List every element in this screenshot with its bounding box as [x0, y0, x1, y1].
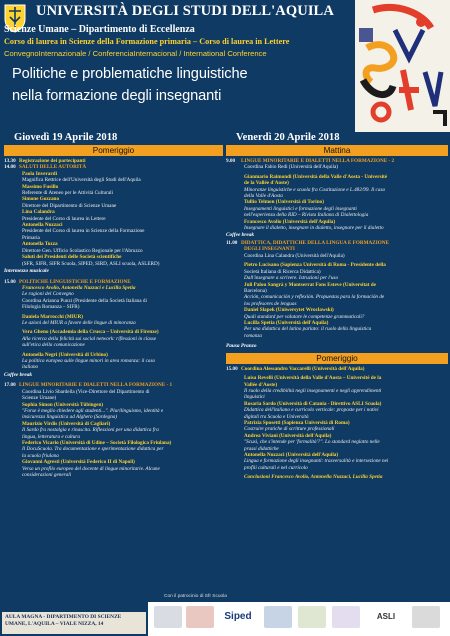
- conference-label: ConvegnoInternazionale / ConferenciaInternacional / International Conference: [4, 49, 267, 58]
- program-text: Magnifica Rettrice dell'Università degli Studi dell'Aquila: [22, 177, 141, 184]
- program-text: Coordina Alessandro Vaccarelli (Università dell'Aquila): [241, 365, 365, 372]
- program-break: Pausa Pranzo: [226, 343, 257, 350]
- program-text: Rosaria Sardo (Università di Catania - Direttivo ASLI Scuola): [244, 400, 382, 407]
- day-2-heading: Venerdì 20 Aprile 2018: [236, 132, 340, 143]
- program-text: Daniela Marrocchi (MIUR): [22, 313, 83, 320]
- program-text: Quali standard per valutare le competenze grammaticali?: [244, 313, 365, 320]
- program-text: Presidente del Corso di laurea in Scienze della Formazione: [22, 228, 145, 235]
- program-text: DEGLI INSEGNANTI: [244, 246, 295, 253]
- asli-logo: ASLI: [366, 606, 406, 628]
- program-time: 9.00: [226, 158, 236, 164]
- program-text: Dall'insegnare a scrivere. Istruzioni per l'uso: [244, 275, 339, 282]
- program-line: [4, 472, 223, 478]
- program-text: romanza: [244, 332, 262, 339]
- sponsor-logo-1-icon: [154, 606, 182, 628]
- sponsor-logos-strip: [148, 602, 450, 636]
- program-text: LINGUE MINORITARIE E DIALETTI NELLA FORMAZIONE - 1: [19, 382, 173, 389]
- patronage-note: Con il patrocinio di Sfr Scuola: [164, 594, 227, 599]
- program-text: Antonella Nuzzaci (Università dell'Aquila): [244, 452, 339, 459]
- program-time: 15.00: [226, 365, 238, 372]
- program-line: [226, 225, 448, 231]
- program-text: Lucilla Spetia (Università dell'Aquila): [244, 319, 329, 326]
- program-text: digitali tra Scuola e Università: [244, 413, 309, 420]
- degree-courses: Corso di laurea in Scienze della Formazione primaria – Corso di laurea in Lettere: [4, 37, 290, 46]
- program-text: Coordina Fabio Redi (Università dell'Aquila): [244, 164, 339, 171]
- conference-title-line-1: Politiche e problematiche linguistiche: [12, 66, 248, 82]
- program-text: "Forse è meglio chiedere agli studenti...". Plurilinguismo, identità e: [22, 408, 164, 414]
- sponsor-logo-2-icon: [186, 606, 214, 628]
- program-text: Minoranze linguistiche e scuola fra Costituzione e L.482/99. Il caso: [244, 186, 386, 193]
- day-1-session-bar: Pomeriggio: [4, 145, 223, 156]
- program-text: Sophia Simon (Università Tübingen): [22, 401, 104, 408]
- program-text: Maurizio Virdis (Università di Cagliari): [22, 420, 111, 427]
- program-text: Didattica dell'italiano e curricolo verticale: proposte per i nativi: [244, 407, 379, 414]
- program-text: SALUTI DELLE AUTORITÀ: [19, 164, 87, 171]
- venue-box: [2, 612, 146, 634]
- program-text: Vallée d'Aoste): [244, 381, 278, 388]
- program-text: Referente di Ateneo per le Attività Culturali: [22, 190, 114, 197]
- program-text: Acción, comunicación y reflexión. Propuestas para la formación de: [244, 294, 385, 301]
- program-text: Le ragioni del Convegno: [22, 291, 74, 298]
- program-text: Coordina Arianna Punzi (Presidente della Società Italiana di: [22, 297, 147, 304]
- program-text: italiano: [22, 364, 39, 371]
- program-text: Registrazione dei partecipanti: [19, 158, 86, 164]
- program-text: Antonella Nuzzaci: [22, 222, 63, 229]
- sponsor-logo-5-icon: [332, 606, 360, 628]
- program-text: Daniel Slapek (Uniwersytet Wrocławski): [244, 307, 334, 314]
- venue-line-1: AULA MAGNA - DIPARTIMENTO DI SCIENZE: [5, 614, 122, 620]
- program-text: lingua, letteratura e cultura: [22, 433, 80, 440]
- poster-header: [0, 0, 450, 132]
- program-text: Patrizia Sposetti (Sapienza Università di Roma): [244, 420, 350, 426]
- program-time: 15.00: [4, 278, 16, 285]
- program-time: 17.00: [4, 382, 16, 389]
- day-2-morning-bar: Mattina: [226, 145, 448, 156]
- program-text: Juli Palou Sangrà y Montserrat Fons Esteve (Universitat de: [244, 281, 376, 288]
- program-text: Francesco Avolio (Università dell'Aquila): [244, 218, 336, 225]
- program-text: "Scusi, che s'intende per 'formalità'?". Lo standard neglatto nelle: [244, 439, 380, 446]
- program-text: la scuola friulana: [22, 452, 59, 459]
- program-break: Coffee break: [226, 232, 254, 239]
- program-time: 11.00: [226, 240, 238, 247]
- program-text: Gianmario Raimondi (Università della Valle d'Aosta - Université: [244, 173, 388, 180]
- program-text: Lina Calandra: [22, 209, 55, 216]
- program-text: considerazioni generali: [22, 472, 72, 479]
- program-text: La politica europea sulle lingue minori in area romanza: il caso: [22, 357, 156, 364]
- program-line: [4, 261, 223, 267]
- sponsor-logo-6-icon: [412, 606, 440, 628]
- program-break: Coffee break: [4, 371, 32, 378]
- program-text: Il Sardo fra nostalgia e rinascita. Riflessioni per una didattica fra: [22, 427, 159, 434]
- program-text: Il ruolo della credibilità negli insegnamenti e negli apprendimenti: [244, 387, 382, 394]
- program-text: Le azioni del MIUR a favore delle lingue di minoranza: [22, 319, 136, 326]
- program-text: POLITICHE LINGUISTICHE E FORMAZIONE: [19, 278, 131, 285]
- program-text: Direttore del Dipartimento di Scienze Umane: [22, 202, 117, 209]
- program-text: Società Italiana di Ricerca Didattica): [244, 268, 321, 275]
- venue-line-2: UMANE, L'AQUILA – VIALE NIZZA, 14: [5, 621, 104, 628]
- program-text: Lingua e formazione degli insegnanti: trasversalità e intersezione nei: [244, 458, 389, 465]
- program-text: Federico Vicario (Università di Udine – Società Filologica Friulana): [22, 440, 172, 447]
- program-text: Antonella Tozza: [22, 241, 58, 248]
- program-text: Primaria: [22, 234, 40, 241]
- day-2-afternoon-program: [226, 366, 448, 481]
- program-text: Saluti dei Presidenti delle Società scientifiche: [22, 254, 122, 261]
- program-text: Paola Inverardi: [22, 170, 58, 177]
- program-text: Andrea Viviani (Università dell'Aquila): [244, 432, 332, 439]
- program-text: della Valle d'Aosta: [244, 193, 283, 200]
- program-text: Verso un profilo europeo del docente di lingue minoritarie. Alcune: [22, 465, 160, 472]
- program-text: Simone Gozzano: [22, 196, 60, 203]
- poster-footer: [0, 592, 450, 636]
- program-time: 14.00: [4, 164, 16, 171]
- department-name: Scienze Umane – Dipartimento di Eccellenza: [4, 24, 195, 35]
- sponsor-logo-4-icon: [298, 606, 326, 628]
- program-text: Insegnare il dialetto, insegnare in dialetto, insegnare per il dialetto: [244, 225, 384, 232]
- program-text: Massimo Fusillo: [22, 183, 59, 190]
- day-1-column: [4, 132, 223, 592]
- program-text: Tullio Telmon (Università di Torino): [244, 199, 324, 206]
- program-line: [226, 474, 448, 480]
- sponsor-logo-3-icon: [264, 606, 292, 628]
- university-name: UNIVERSITÀ DEGLI STUDI DELL'AQUILA: [36, 3, 334, 19]
- program-text: nell'esperienza della RID – Rivista Italiana di Dialettologia: [244, 212, 369, 219]
- program-text: Il DocuScuola. Tra documentazione e sperimentazione didattica per: [22, 446, 164, 453]
- program-text: Per una didattica del latino parlato: il ruolo della linguistica: [244, 326, 372, 333]
- day-2-morning-program: [226, 158, 448, 350]
- program-line: [4, 364, 223, 370]
- program-text: Filologia Romanza – SIFR): [22, 304, 80, 311]
- program-text: insicurezza linguistica ad Alghero (Sardegna): [22, 414, 117, 421]
- program-text: de la Vallée d'Aoste): [244, 180, 289, 187]
- program-text: prassi didattiche: [244, 445, 279, 452]
- program-text: (SFR, SIFR, SIFR Scuola, SIPED, SIRD, ASLI scuola, ASLERD): [22, 260, 160, 267]
- program-text: DIDATTICA, DIDATTICHE DELLA LINGUA E FORMAZIONE: [241, 240, 389, 247]
- letter-artwork-image: [355, 0, 450, 132]
- day-1-heading: Giovedì 19 Aprile 2018: [14, 132, 118, 143]
- day-1-program: [4, 158, 223, 478]
- siped-logo: Siped: [218, 606, 258, 628]
- program-text: LINGUE MINORITARIE E DIALETTI NELLA FORMAZIONE - 2: [241, 158, 395, 164]
- program-text: los profesores de lenguas: [244, 300, 297, 307]
- program-text: Barcelona): [244, 287, 267, 294]
- spacer: [226, 339, 448, 342]
- program-text: Direttore Gen. Ufficio Scolastico Regionale per l'Abruzzo: [22, 247, 143, 254]
- program-text: Coordina Livio Sbardella (Vice-Direttore del Dipartimento di: [22, 388, 150, 395]
- program-text: Vera Gheno (Accademia della Crusca – Università di Firenze): [22, 329, 159, 336]
- day-2-column: [226, 132, 448, 592]
- program-text: Alla ricerca della felicità sui social network: riflessioni in classe: [22, 335, 157, 342]
- program-text: Conclusioni Francesco Avolio, Antonella Nuzzaci, Lucilla Spetia: [244, 474, 383, 481]
- program-text: Scienze Umane): [22, 395, 57, 402]
- program-text: Francesco Avolio, Antonella Nuzzaci e Lucilla Spetia: [22, 284, 136, 291]
- program-break: Intermezzo musicale: [4, 267, 49, 274]
- program-text: Costruire pratiche di scritture professionali: [244, 426, 335, 433]
- program-text: Insegnamenti linguistici e formazione degli insegnanti: [244, 205, 357, 212]
- program-text: profili culturali e nel curricolo: [244, 464, 308, 471]
- day-2-afternoon-bar: Pomeriggio: [226, 353, 448, 364]
- program-text: Luisa Revelli (Università della Valle d'Aosta – Université de la: [244, 375, 382, 382]
- program-text: linguistici: [244, 394, 265, 401]
- conference-title-line-2: nella formazione degli insegnanti: [12, 88, 222, 104]
- program-text: Giovanni Agresti (Università Federico II di Napoli): [22, 459, 135, 466]
- program-text: Presidente del Corso di laurea in Lettere: [22, 215, 106, 222]
- program-text: Coordina Lina Calandra (Università dell'Aquila): [244, 252, 345, 259]
- program-time: 13.30: [4, 158, 16, 164]
- program-text: Antonella Negri (Università di Urbino): [22, 351, 108, 358]
- program-text: Pietro Lucisano (Sapienza Università di Roma - Presidente della: [244, 262, 386, 269]
- program-text: sull'etica della comunicazione: [22, 342, 85, 349]
